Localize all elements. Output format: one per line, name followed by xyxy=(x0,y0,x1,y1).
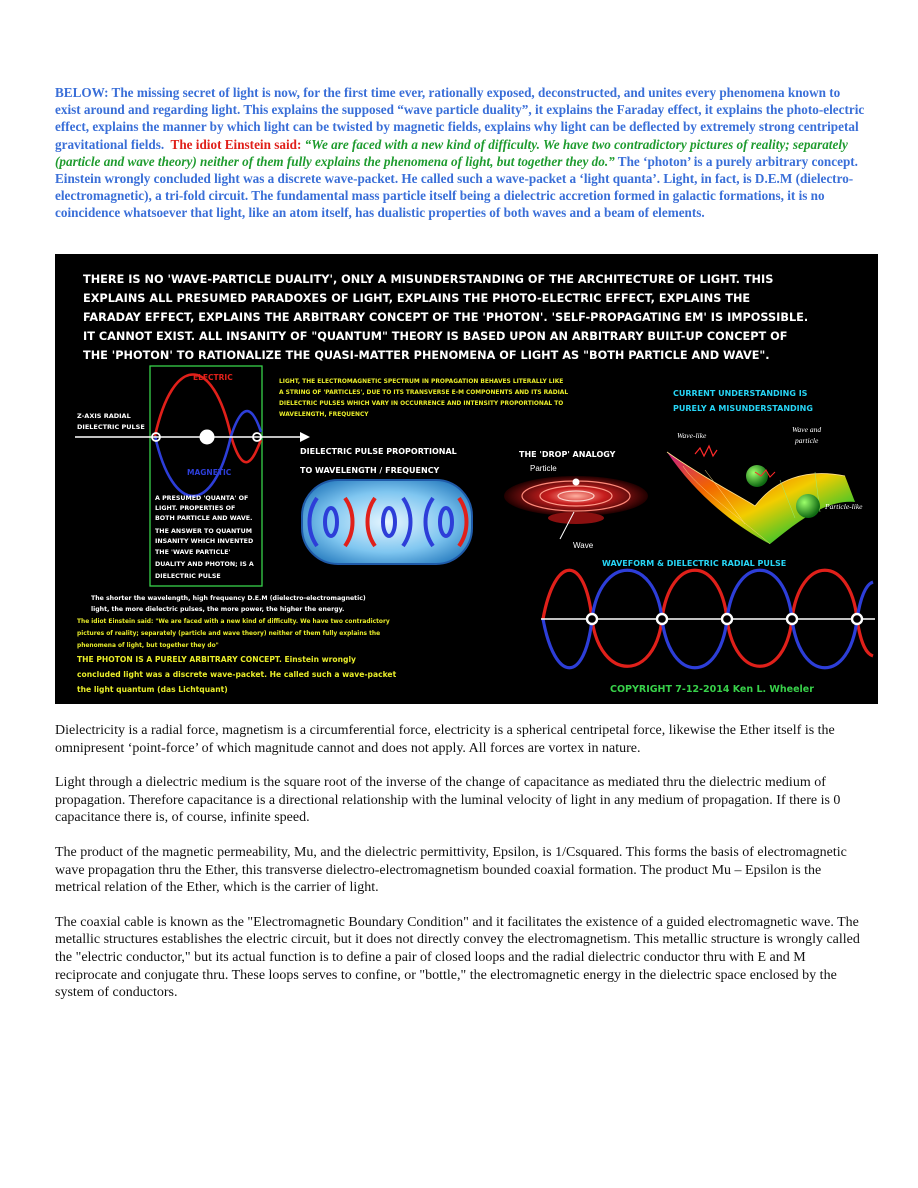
photon-caption-line: THE PHOTON IS A PURELY ARBITRARY CONCEPT. Einstein wrongly xyxy=(77,655,357,664)
wave-and-particle-label: particle xyxy=(795,436,819,445)
photon-caption-line: concluded light was a discrete wave-packet. He called such a wave-packet xyxy=(77,670,397,679)
quanta-line: A PRESUMED 'QUANTA' OF xyxy=(155,495,249,502)
pulse-title: DIELECTRIC PULSE PROPORTIONAL xyxy=(300,447,457,456)
drop-ripple xyxy=(504,476,648,524)
electric-wave xyxy=(155,375,261,463)
article-body xyxy=(55,722,865,1019)
header-line: IT CANNOT EXIST. ALL INSANITY OF "QUANTUM" THEORY IS BASED UPON AN ARBITRARY BUILT-UP CONCEPT OF xyxy=(83,330,788,343)
shorter-line-text: The shorter the wavelength, high frequency D.E.M (dielectro-electromagnetic) xyxy=(91,595,366,602)
header-line: THERE IS NO 'WAVE-PARTICLE DUALITY', ONLY A MISUNDERSTANDING OF THE ARCHITECTURE OF LIGHT. THIS xyxy=(83,273,774,286)
dielectric-pulse-dot xyxy=(200,430,215,445)
magnetic-label: MAGNETIC xyxy=(187,468,232,477)
quanta-line: BOTH PARTICLE AND WAVE. xyxy=(155,515,253,522)
intro-paragraph xyxy=(55,84,865,222)
spectrum-line: A STRING OF 'PARTICLES', DUE TO ITS TRANSVERSE E-M COMPONENTS AND ITS RADIAL xyxy=(279,390,569,396)
header-line: EXPLAINS ALL PRESUMED PARADOXES OF LIGHT, EXPLAINS THE PHOTO-ELECTRIC EFFECT, EXPLAINS THE xyxy=(83,292,751,305)
shorter-line xyxy=(91,595,366,602)
copyright: COPYRIGHT 7-12-2014 Ken L. Wheeler xyxy=(610,684,814,695)
magnetic-wave xyxy=(155,411,261,496)
wave-particle-surface xyxy=(667,446,855,544)
spectrum-line: DIELECTRIC PULSES WHICH VARY IN OCCURRENCE AND INTENSITY PROPORTIONAL TO xyxy=(279,401,564,407)
dielectric-pulse-cylinders xyxy=(302,480,472,564)
einstein-caption-line: pictures of reality; separately (particle and wave theory) neither of them fully explains the xyxy=(77,631,381,637)
drop-wave-label: Wave xyxy=(573,541,594,550)
einstein-caption-line: The idiot Einstein said: "We are faced with a new kind of difficulty. We have two contradictory xyxy=(77,619,390,625)
paragraph: The product of the magnetic permeability, Mu, and the dielectric permittivity, Epsilon, is 1/Csquared. This forms the basis of electromagnetic wave propagation thru the Ether, this transverse dielectro-electromagnetism bounded coaxial formation. The product Mu – Epsilon is the metrical relation of the Ether, which is the carrier of light. xyxy=(55,844,847,896)
spectrum-line: LIGHT, THE ELECTROMAGNETIC SPECTRUM IN PROPAGATION BEHAVES LITERALLY LIKE xyxy=(279,379,564,385)
photon-caption-line: the light quantum (das Lichtquant) xyxy=(77,685,228,694)
paragraph: Light through a dielectric medium is the square root of the inverse of the change of capacitance as mediated thru the dielectric medium of propagation. Therefore capacitance is a directional relationship with the luminal velocity of light in any medium of propagation. If there is 0 capacitance there is, of course, infinite speed. xyxy=(55,775,841,826)
header-line: FARADAY EFFECT, EXPLAINS THE ARBITRARY CONCEPT OF THE 'PHOTON'. 'SELF-PROPAGATING EM' IS IMPOSSIBLE. xyxy=(83,311,809,324)
quanta-line: DIELECTRIC PULSE xyxy=(155,573,221,580)
paragraph: The coaxial cable is known as the "Electromagnetic Boundary Condition" and it facilitates the existence of a guided electromagnetic wave. The metallic structures establishes the electric circuit, but it does not directly convey the electromagnetism. This metallic structure is wrongly called the "electric conductor," but its actual function is to define a pair of closed loops and the radial dielectric conductor thru with E and M reciprocate and conjugate thru. These loops serves to confine, or "bottle," the electromagnetic energy in the dielectric space enclosed by the system of conductors. xyxy=(55,914,860,1001)
einstein-said-label: The idiot Einstein said: xyxy=(170,136,302,152)
quanta-line: THE ANSWER TO QUANTUM xyxy=(155,528,252,535)
electric-label: ELECTRIC xyxy=(193,373,233,382)
paragraph: Dielectricity is a radial force, magnetism is a circumferential force, electricity is a spherical centripetal force, likewise the Ether itself is the omnipresent ‘point-force’ of which magnitude cannot and does not apply. All forces are vortex in nature. xyxy=(55,723,835,756)
light-architecture-figure xyxy=(55,254,878,704)
z-axis-label: Z-AXIS RADIAL xyxy=(77,412,131,420)
particle-like-label: Particle-like xyxy=(825,502,863,511)
z-axis-label: DIELECTRIC PULSE xyxy=(77,423,145,431)
quanta-line: LIGHT. PROPERTIES OF xyxy=(155,505,236,512)
einstein-quote: “We are faced with a new kind of difficulty. We have two contradictory pictures of reality; separately (particle and wave theory) neither of them fully explains the phenomena of light, but together they do.” xyxy=(55,136,848,169)
drop-title: THE 'DROP' ANALOGY xyxy=(519,450,616,459)
shorter-line: light, the more dielectric pulses, the more power, the higher the energy. xyxy=(91,606,345,613)
quanta-line: INSANITY WHICH INVENTED xyxy=(155,538,254,545)
intro-part1: BELOW: The missing secret of light is now, for the first time ever, rationally exposed, deconstructed, and unites every phenomena known to exist around and regarding light. This explains the supposed “wave particle duality”, it explains the Faraday effect, it explains the photo-electric effect, explains the manner by which light can be twisted by magnetic fields, explains why light can be deflected by extremely strong centripetal gravitational fields. xyxy=(55,85,865,152)
z-axis-arrowhead xyxy=(300,432,310,442)
einstein-caption-line: phenomena of light, but together they do" xyxy=(77,643,219,649)
quanta-line: DUALITY AND PHOTON; IS A xyxy=(155,561,254,568)
waveform-title: WAVEFORM & DIELECTRIC RADIAL PULSE xyxy=(602,559,787,568)
quanta-line: THE 'WAVE PARTICLE' xyxy=(155,549,231,556)
intro-part2: The ‘photon’ is a purely arbitrary concept. Einstein wrongly concluded light was a discrete wave-packet. He called such a wave-packet a ‘light quanta’. Light, in fact, is D.E.M (dielectro-electromagnetic), a tri-fold circuit. The fundamental mass particle itself being a dielectric accretion formed in galactic formations, it is no coincidence whatsoever that light, like an atom itself, has dualistic properties of both waves and a beam of elements. xyxy=(55,153,858,221)
header-line: THE 'PHOTON' TO RATIONALIZE THE QUASI-MATTER PHENOMENA OF LIGHT AS "BOTH PARTICLE AND WAVE". xyxy=(83,349,770,362)
current-title: CURRENT UNDERSTANDING IS xyxy=(673,389,808,398)
pulse-title: TO WAVELENGTH / FREQUENCY xyxy=(300,466,440,475)
drop-particle-label: Particle xyxy=(530,464,557,473)
spectrum-line: WAVELENGTH, FREQUENCY xyxy=(279,412,369,418)
wave-like-label: Wave-like xyxy=(677,431,707,440)
current-title: PURELY A MISUNDERSTANDING xyxy=(673,404,813,413)
wave-and-particle-label: Wave and xyxy=(792,425,822,434)
